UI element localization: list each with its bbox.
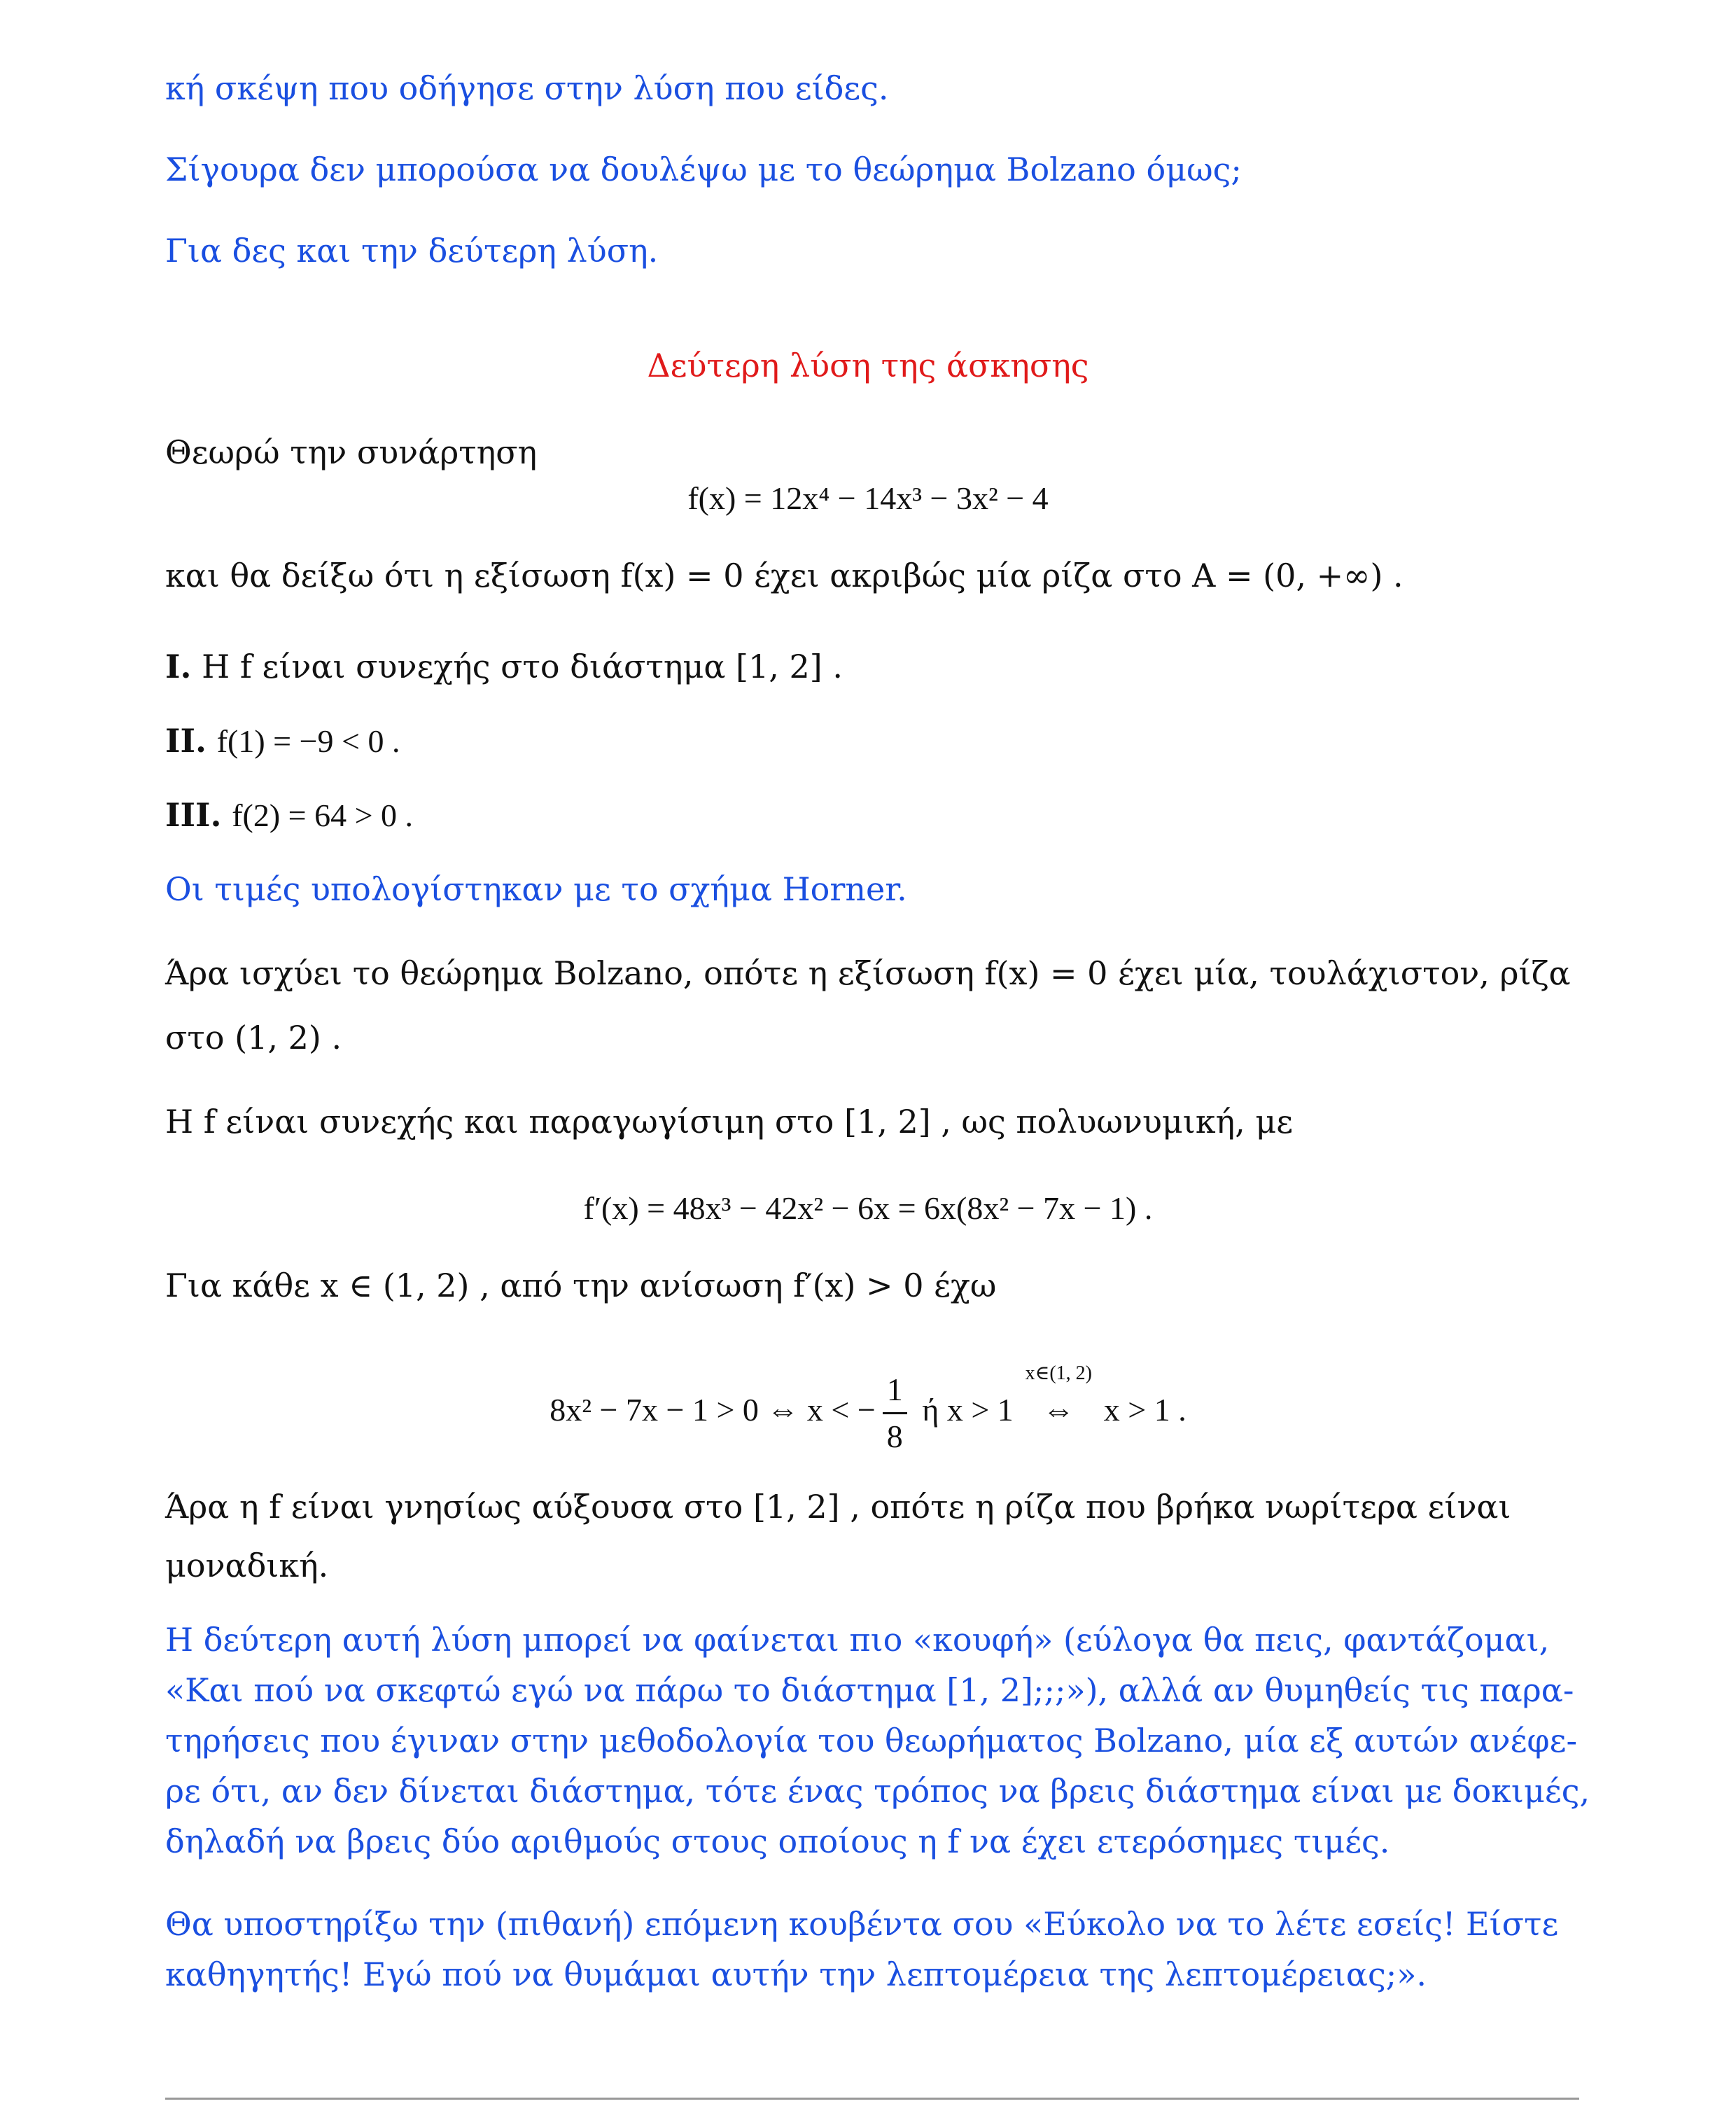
condition-label: x∈(1, 2): [1025, 1362, 1092, 1384]
item-2-label: II.: [165, 722, 207, 760]
item-1-text: Η f είναι συνεχής στο διάστημα [1, 2] .: [202, 648, 843, 685]
conditional-equivalence: [1025, 1362, 1092, 1455]
item-3: [165, 790, 1579, 841]
continuity-text: Η f είναι συνεχής και παραγωγίσιμη στο [1, 2] , ως πολυωνυμική, με: [165, 1103, 1294, 1141]
fraction-one-eighth: [883, 1367, 907, 1459]
inequality-right: x > 1 .: [1103, 1392, 1186, 1428]
intro-line-3: Για δες και την δεύτερη λύση.: [165, 232, 659, 270]
claim-text: και θα δείξω ότι η εξίσωση f(x) = 0 έχει ακριβώς μία ρίζα στο A = (0, +∞) .: [165, 557, 1404, 594]
strict-line-1: Άρα η f είναι γνησίως αύξουσα στο [1, 2] , οπότε η ρίζα που βρήκα νωρίτερα είναι: [165, 1488, 1511, 1526]
fraction-denominator: 8: [886, 1418, 903, 1454]
comment-1-line-3: τηρήσεις που έγιναν στην μεθοδολογία του θεωρήματος Bolzano, μία εξ αυτών ανέφε-: [165, 1722, 1578, 1759]
comment-1-line-1: Η δεύτερη αυτή λύση μπορεί να φαίνεται πιο «κουφή» (εύλογα θα πεις, φαντάζομαι,: [165, 1621, 1550, 1659]
fraction-numerator: 1: [883, 1367, 907, 1414]
bolzano-line-1: Άρα ισχύει το θεώρημα Bolzano, οπότε η εξίσωση f(x) = 0 έχει μία, τουλάχιστον, ρίζα: [165, 954, 1571, 992]
item-2-text: f(1) = −9 < 0 .: [216, 723, 400, 759]
bolzano-line-2: στο (1, 2) .: [165, 1019, 342, 1056]
comment-2-line-2: καθηγητής! Εγώ πού να θυμάμαι αυτήν την λεπτομέρεια της λεπτομέρειας;».: [165, 1955, 1427, 1993]
item-1-label: I.: [165, 648, 192, 685]
strict-line-2: μοναδική.: [165, 1547, 329, 1584]
footer-divider: [165, 2098, 1579, 2100]
intro-line-1: κή σκέψη που οδήγησε στην λύση που είδες.: [165, 69, 889, 107]
comment-1-line-5: δηλαδή να βρεις δύο αριθμούς στους οποίους η f να έχει ετερόσημες τιμές.: [165, 1822, 1390, 1860]
for-each-text: Για κάθε x ∈ (1, 2) , από την ανίσωση f′(x) > 0 έχω: [165, 1267, 997, 1304]
function-definition: f(x) = 12x⁴ − 14x³ − 3x² − 4: [687, 480, 1049, 516]
item-3-text: f(2) = 64 > 0 .: [232, 797, 414, 833]
inequality-left: 8x² − 7x − 1 > 0 ⇔ x < −: [550, 1392, 876, 1428]
intro-line-2: Σίγουρα δεν μπορούσα να δουλέψω με το θεώρημα Bolzano όμως;: [165, 151, 1242, 188]
comment-1-line-4: ρε ότι, αν δεν δίνεται διάστημα, τότε ένας τρόπος να βρεις διάστημα είναι με δοκιμές,: [165, 1772, 1590, 1810]
inequality-line: [0, 1362, 1736, 1459]
comment-1-line-2: «Και πού να σκεφτώ εγώ να πάρω το διάστημα [1, 2];;;»), αλλά αν θυμηθείς τις παρα-: [165, 1671, 1574, 1709]
horner-note: Οι τιμές υπολογίστηκαν με το σχήμα Horner.: [165, 870, 907, 908]
consider-text: Θεωρώ την συνάρτηση: [165, 433, 538, 471]
item-3-label: III.: [165, 796, 222, 834]
section-heading: Δεύτερη λύση της άσκησης: [647, 347, 1089, 384]
comment-2-line-1: Θα υποστηρίξω την (πιθανή) επόμενη κουβέντα σου «Εύκολο να το λέτε εσείς! Είστε: [165, 1905, 1559, 1943]
inequality-middle: ή x > 1: [922, 1392, 1014, 1428]
equivalence-arrow: ⇔: [1042, 1392, 1075, 1428]
derivative-formula: f′(x) = 48x³ − 42x² − 6x = 6x(8x² − 7x − 1) .: [583, 1190, 1153, 1226]
item-1: [165, 641, 1579, 692]
item-2: [165, 716, 1579, 767]
